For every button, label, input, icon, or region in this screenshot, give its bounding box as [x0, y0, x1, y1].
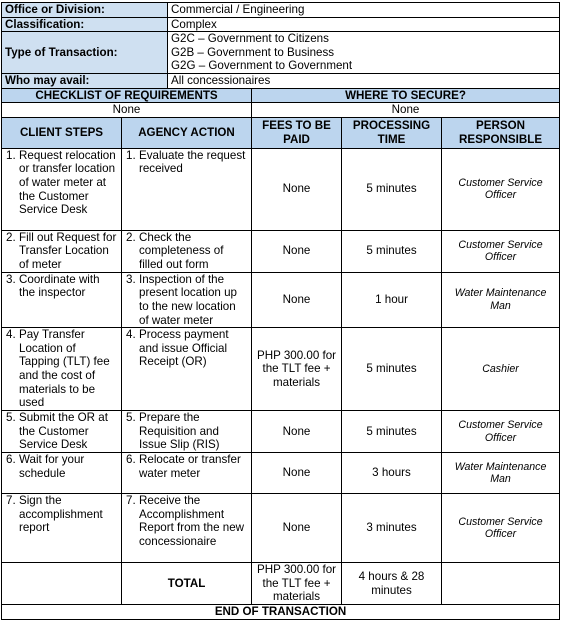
person-cell: Customer Service Officer [442, 494, 560, 563]
agency-action-cell [122, 411, 252, 453]
client-step-text: Coordinate with the inspector [19, 272, 100, 300]
client-step-cell [2, 148, 122, 230]
time-cell: 5 minutes [342, 230, 442, 272]
client-step-cell [2, 272, 122, 327]
step-row [2, 494, 560, 563]
checklist-value: None [2, 103, 252, 118]
client-step-number: 7. [6, 494, 16, 508]
agency-action-text: Relocate or transfer water meter [139, 453, 241, 480]
classification-value: Complex [168, 17, 560, 32]
step-row [2, 230, 560, 272]
office-row [2, 3, 560, 18]
where-header: WHERE TO SECURE? [252, 88, 560, 103]
checklist-header: CHECKLIST OF REQUIREMENTS [2, 88, 252, 103]
agency-action-text: Evaluate the request received [139, 148, 246, 176]
agency-action-cell [122, 494, 252, 563]
time-cell: 1 hour [342, 272, 442, 327]
step-row [2, 328, 560, 411]
step-row [2, 411, 560, 453]
classification-row [2, 17, 560, 32]
client-step-text: Wait for your schedule [19, 453, 85, 480]
step-row [2, 453, 560, 494]
total-fee: PHP 300.00 for the TLT fee + materials [252, 563, 342, 605]
fee-cell: None [252, 148, 342, 230]
avail-row [2, 73, 560, 88]
end-of-transaction: END OF TRANSACTION [2, 604, 560, 619]
person-cell: Cashier [442, 328, 560, 411]
agency-action-text: Receive the Accomplishment Report from the new concessionaire [139, 494, 245, 548]
office-label: Office or Division: [2, 3, 168, 18]
time-cell: 5 minutes [342, 148, 442, 230]
transaction-g2g: G2G – Government to Government [171, 59, 353, 73]
client-step-number: 2. [6, 230, 16, 244]
client-step-number: 4. [6, 328, 16, 342]
step-row [2, 148, 560, 230]
col-client-steps: CLIENT STEPS [2, 117, 122, 148]
citizen-charter-document [1, 2, 559, 620]
client-step-number: 1. [6, 148, 16, 162]
client-step-cell [2, 453, 122, 494]
fee-cell: PHP 300.00 for the TLT fee + materials [252, 328, 342, 411]
agency-action-cell [122, 230, 252, 272]
total-row [2, 563, 560, 605]
agency-action-cell [122, 453, 252, 494]
agency-action-cell [122, 272, 252, 327]
client-step-text: Sign the accomplishment report [19, 494, 103, 535]
transaction-g2b: G2B – Government to Business [171, 45, 335, 59]
agency-action-number: 7. [126, 494, 136, 508]
person-cell: Water Maintenance Man [442, 453, 560, 494]
time-cell: 3 minutes [342, 494, 442, 563]
transaction-row [2, 32, 560, 74]
fee-cell: None [252, 230, 342, 272]
requirements-row [2, 103, 560, 118]
client-step-cell [2, 328, 122, 411]
time-cell: 5 minutes [342, 411, 442, 453]
total-label: TOTAL [122, 563, 252, 605]
total-empty-cell [2, 563, 122, 605]
transaction-g2c: G2C – Government to Citizens [171, 32, 329, 46]
time-cell: 3 hours [342, 453, 442, 494]
agency-action-text: Process payment and issue Official Receipt (OR) [139, 328, 229, 369]
client-step-text: Request relocation or transfer location of water meter at the Customer Service Desk [19, 148, 116, 217]
requirements-header-row [2, 88, 560, 103]
time-cell: 5 minutes [342, 328, 442, 411]
office-value: Commercial / Engineering [168, 3, 560, 18]
person-cell: Customer Service Officer [442, 411, 560, 453]
step-row [2, 272, 560, 327]
agency-action-number: 1. [126, 148, 136, 162]
transaction-label: Type of Transaction: [2, 32, 168, 74]
fee-cell: None [252, 453, 342, 494]
total-person-empty [442, 563, 560, 605]
agency-action-number: 5. [126, 411, 136, 425]
col-person-responsible: PERSON RESPONSIBLE [442, 117, 560, 148]
client-step-cell [2, 494, 122, 563]
agency-action-text: Prepare the Requisition and Issue Slip (RIS) [139, 411, 220, 452]
agency-action-number: 6. [126, 453, 136, 467]
agency-action-number: 4. [126, 328, 136, 342]
fee-cell: None [252, 494, 342, 563]
total-time: 4 hours & 28 minutes [342, 563, 442, 605]
agency-action-cell [122, 328, 252, 411]
client-step-text: Pay Transfer Location of Tapping (TLT) fee and the cost of materials to be used [19, 328, 110, 410]
transaction-values [168, 32, 560, 74]
col-fees: FEES TO BE PAID [252, 117, 342, 148]
agency-action-text: Check the completeness of filled out form [139, 230, 224, 271]
client-step-number: 3. [6, 272, 16, 286]
agency-action-text: Inspection of the present location up to the new location of water meter [139, 272, 237, 327]
fee-cell: None [252, 272, 342, 327]
classification-label: Classification: [2, 17, 168, 32]
client-step-number: 6. [6, 453, 16, 467]
person-cell: Customer Service Officer [442, 230, 560, 272]
agency-action-number: 3. [126, 272, 136, 286]
col-processing-time: PROCESSING TIME [342, 117, 442, 148]
fee-cell: None [252, 411, 342, 453]
agency-action-cell [122, 148, 252, 230]
col-agency-action: AGENCY ACTION [122, 117, 252, 148]
agency-action-number: 2. [126, 230, 136, 244]
person-cell: Customer Service Officer [442, 148, 560, 230]
client-step-cell [2, 411, 122, 453]
person-cell: Water Maintenance Man [442, 272, 560, 327]
client-step-cell [2, 230, 122, 272]
client-step-text: Fill out Request for Transfer Location of meter [19, 230, 117, 271]
avail-label: Who may avail: [2, 73, 168, 88]
avail-value: All concessionaires [168, 73, 560, 88]
client-step-number: 5. [6, 411, 16, 425]
where-value: None [252, 103, 560, 118]
footer-row [2, 604, 560, 619]
service-table [1, 2, 560, 620]
client-step-text: Submit the OR at the Customer Service Desk [19, 411, 108, 452]
column-header-row [2, 117, 560, 148]
